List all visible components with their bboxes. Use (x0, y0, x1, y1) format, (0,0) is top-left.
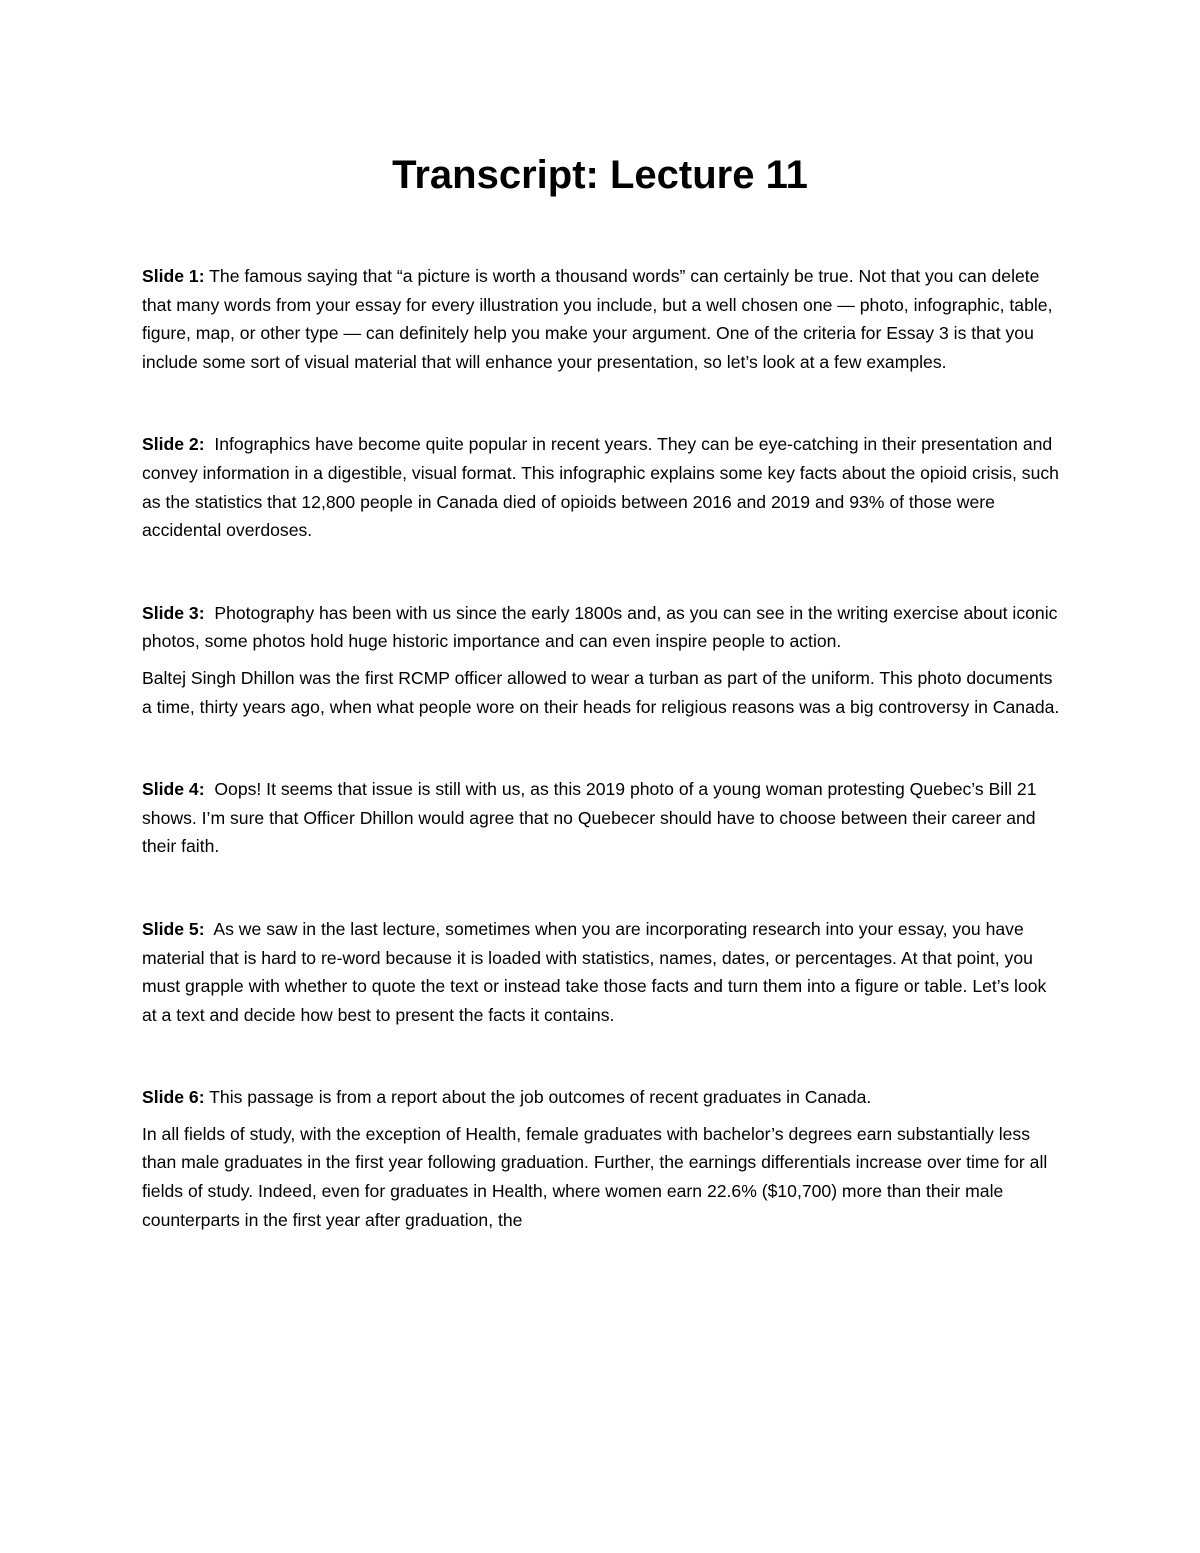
transcript-body (142, 262, 1060, 1234)
slide-6-text: This passage is from a report about the job outcomes of recent graduates in Canada. (209, 1087, 872, 1108)
slide-6-paragraph-2: In all fields of study, with the exception of Health, female graduates with bachelor’s degrees earn substantially less than male graduates in the first year following graduation. Further, the earnings differentials increase over time for all fields of study. Indeed, even for graduates in Health, where women earn 22.6% ($10,700) more than their male counterparts in the first year after graduation, the (142, 1123, 1048, 1230)
slide-6-label: Slide 6: (142, 1087, 205, 1108)
slide-2-paragraph (142, 430, 1060, 544)
slide-4-paragraph (142, 775, 1060, 861)
slide-5-label: Slide 5: (142, 918, 205, 939)
slide-2-text: Infographics have become quite popular in recent years. They can be eye-catching in their presentation and convey information in a digestible, visual format. This infographic explains some key facts about the opioid crisis, such as the statistics that 12,800 people in Canada died of opioids between 2016 and 2019 and 93% of those were accidental overdoses. (142, 434, 1059, 541)
slide-1-label: Slide 1: (142, 266, 205, 286)
slide-1-paragraph (142, 262, 1060, 376)
slide-3-label: Slide 3: (142, 602, 205, 623)
slide-2-label: Slide 2: (142, 434, 205, 455)
slide-1-text: The famous saying that “a picture is worth a thousand words” can certainly be true. Not that you can delete that many words from your essay for every illustration you include, but a well chosen one — photo, infographic, table, figure, map, or other type — can definitely help you make your argument. One of the criteria for Essay 3 is that you include some sort of visual material that will enhance your presentation, so let’s look at a few examples. (142, 266, 1053, 372)
slide-3-text: Photography has been with us since the early 1800s and, as you can see in the writing exercise about iconic photos, some photos hold huge historic importance and can even inspire people to action. (142, 602, 1058, 652)
slide-4-text: Oops! It seems that issue is still with us, as this 2019 photo of a young woman protesting Quebec’s Bill 21 shows. I’m sure that Officer Dhillon would agree that no Quebecer should have to choose between their career and their faith. (142, 779, 1037, 857)
slide-3-paragraph (142, 599, 1060, 656)
slide-6-paragraph (142, 1083, 1060, 1112)
slide-5-paragraph (142, 915, 1060, 1029)
slide-3-paragraph-2: Baltej Singh Dhillon was the first RCMP officer allowed to wear a turban as part of the uniform. This photo documents a time, thirty years ago, when what people wore on their heads for religious reasons was a big controversy in Canada. (142, 667, 1060, 717)
slide-5-text: As we saw in the last lecture, sometimes when you are incorporating research into your essay, you have material that is hard to re-word because it is loaded with statistics, names, dates, or percentages. At that point, you must grapple with whether to quote the text or instead take those facts and turn them into a figure or table. Let’s look at a text and decide how best to present the facts it contains. (142, 918, 1047, 1025)
page-title: Transcript: Lecture 11 (392, 153, 808, 197)
slide-4-label: Slide 4: (142, 779, 205, 800)
